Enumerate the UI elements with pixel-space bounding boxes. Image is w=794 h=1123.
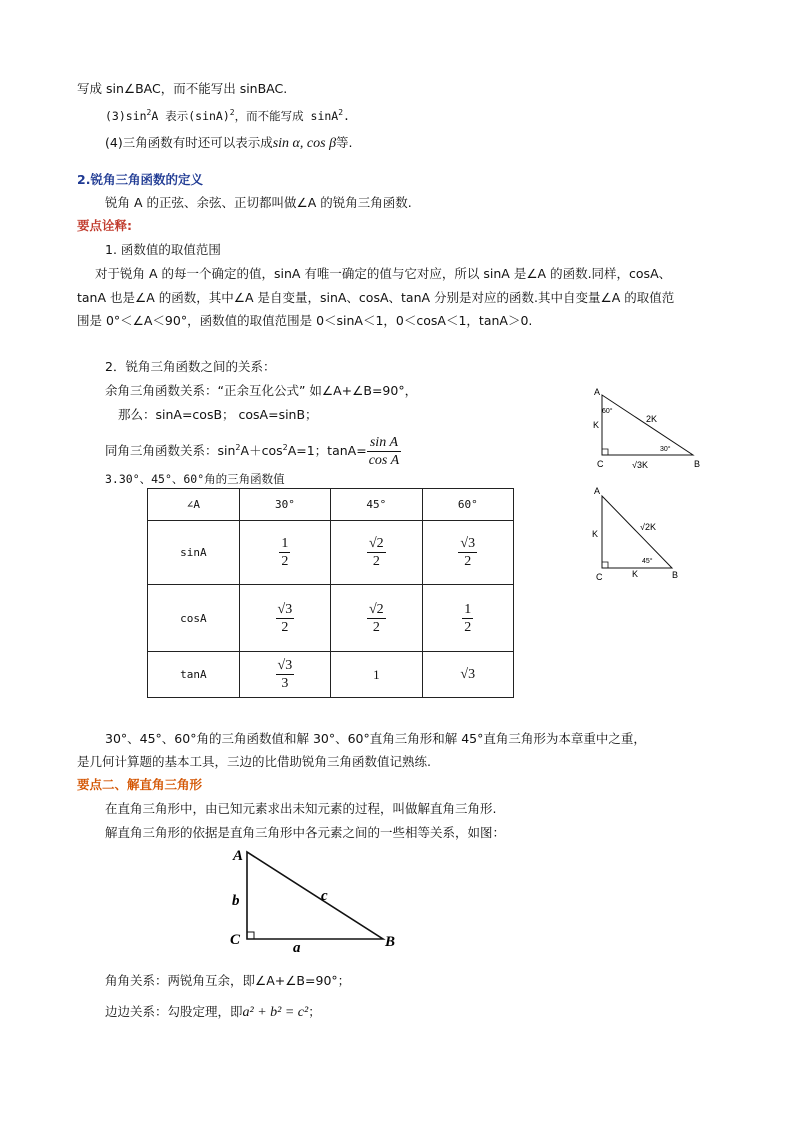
num: √3 (460, 536, 476, 551)
sup: 2 (338, 108, 344, 117)
den: 2 (281, 554, 289, 569)
l2d: . (343, 108, 350, 123)
p7a: 同角三角函数关系：sin (105, 443, 236, 459)
side-b: b (232, 893, 240, 909)
th-30: 30° (239, 489, 330, 521)
cell (422, 521, 513, 585)
label-C: C (596, 572, 603, 582)
l2b: A 表示(sinA) (151, 108, 230, 123)
p13c: ； (308, 1004, 321, 1019)
label-A: A (594, 387, 601, 397)
l2c: ，而不能写成 sinA (234, 108, 339, 123)
label-B: B (672, 570, 679, 580)
label-B: B (385, 934, 396, 950)
cell (239, 521, 330, 585)
row-label: cosA (148, 585, 240, 652)
num: 1 (281, 536, 289, 551)
den: 3 (281, 676, 289, 691)
den: 2 (372, 554, 380, 569)
triangle-45-diagram (588, 482, 688, 586)
p7c: A=1；tanA= (287, 443, 367, 459)
para-11: 解直角三角形的依据是直角三角形中各元素之间的一些相等关系，如图： (105, 825, 506, 840)
table-header-row (148, 489, 514, 521)
cell: 1 (331, 652, 422, 698)
triangle-shape (247, 852, 383, 939)
den: 2 (464, 619, 472, 635)
angle-B: 30° (660, 446, 671, 453)
leg-label: K (593, 420, 600, 430)
line-1: 写成 sin∠BAC，而不能写出 sinBAC. (77, 81, 288, 96)
table-row (148, 521, 514, 585)
sup: 2 (282, 443, 288, 452)
p13b: a² + b² = c² (242, 1005, 309, 1020)
para-10: 在直角三角形中，由已知元素求出未知元素的过程，叫做解直角三角形. (105, 801, 497, 816)
num: 1 (464, 601, 472, 617)
para-4: 围是 0°＜∠A＜90°，函数值的取值范围是 0＜sinA＜1，0＜cosA＜1，tanA＞0. (77, 313, 533, 328)
para-3: tanA 也是∠A 的函数，其中∠A 是自变量，sinA、cosA、tanA 分别是对应的函数.其中自变量∠A 的取值范 (77, 290, 675, 305)
sub-2: 2．锐角三角函数之间的关系： (105, 359, 276, 374)
line-2 (105, 104, 350, 125)
num: √2 (368, 536, 384, 551)
heading-3: 要点二、解直角三角形 (77, 777, 203, 792)
row-label: sinA (148, 521, 240, 585)
label-B: B (694, 459, 701, 469)
tan-fraction (367, 434, 401, 469)
cell (239, 652, 330, 698)
label-C: C (230, 932, 241, 948)
key-points: 要点诠释: (77, 218, 132, 233)
para-6: 那么：sinA=cosB； cosA=sinB； (118, 407, 318, 422)
row-label: tanA (148, 652, 240, 698)
triangle-shape (602, 395, 693, 455)
label-C: C (597, 459, 604, 469)
p7b: A＋cos (240, 443, 283, 459)
para-8: 30°、45°、60°角的三角函数值和解 30°、60°直角三角形和解 45°直角三角形为本章重中之重， (105, 731, 646, 746)
num: √3 (277, 601, 293, 617)
leg-label: K (592, 529, 599, 539)
para-9: 是几何计算题的基本工具，三边的比借助锐角三角函数值记熟练. (77, 754, 431, 769)
sub-3: 3.30°、45°、60°角的三角函数值 (105, 472, 285, 486)
label-A: A (594, 486, 601, 496)
triangle-30-60-diagram (588, 385, 708, 475)
side-c: c (321, 888, 328, 904)
para-7 (105, 428, 401, 471)
sup: 2 (235, 443, 241, 452)
para-1: 锐角 A 的正弦、余弦、正切都叫做∠A 的锐角三角函数. (105, 195, 412, 210)
base-label: K (632, 569, 639, 579)
cell (331, 585, 422, 652)
cell (239, 585, 330, 652)
l3c: 等. (336, 135, 353, 150)
table-row (148, 585, 514, 652)
th-angle: ∠A (148, 489, 240, 521)
l3a: (4)三角函数有时还可以表示成 (105, 135, 273, 150)
sub-1: 1. 函数值的取值范围 (105, 242, 221, 257)
para-2: 对于锐角 A 的每一个确定的值，sinA 有唯一确定的值与它对应，所以 sinA 是∠A 的函数.同样，cosA、 (95, 266, 672, 281)
para-12: 角角关系：两锐角互余，即∠A+∠B=90°； (105, 973, 351, 988)
num: sin A (367, 434, 401, 452)
p13a: 边边关系：勾股定理，即 (105, 1004, 243, 1019)
angle-A: 60° (602, 408, 613, 415)
angle-B: 45° (642, 558, 653, 565)
trig-table (147, 488, 514, 698)
cell: √3 (422, 652, 513, 698)
cell (422, 585, 513, 652)
den: 2 (281, 619, 289, 635)
th-45: 45° (331, 489, 422, 521)
l3b: sin α, cos β (272, 136, 337, 151)
para-13 (105, 1003, 321, 1022)
l2a: (3)sin (105, 108, 147, 123)
sup: 2 (146, 108, 152, 117)
num: √2 (368, 601, 384, 617)
hyp-label: 2K (646, 414, 658, 424)
heading-2: 2.锐角三角函数的定义 (77, 172, 203, 187)
table-row (148, 652, 514, 698)
cell (331, 521, 422, 585)
num: √3 (277, 658, 293, 673)
right-triangle-diagram (225, 840, 405, 956)
base-label: √3K (632, 460, 648, 470)
hyp-label: √2K (640, 522, 656, 532)
sup: 2 (229, 108, 235, 117)
triangle-shape (602, 496, 672, 568)
den: cos A (368, 453, 400, 469)
label-A: A (233, 848, 244, 864)
side-a: a (293, 940, 301, 956)
den: 2 (372, 619, 380, 635)
den: 2 (464, 554, 472, 569)
para-5: 余角三角函数关系：“正余互化公式” 如∠A+∠B=90°， (105, 383, 418, 398)
th-60: 60° (422, 489, 513, 521)
line-3 (105, 134, 353, 153)
